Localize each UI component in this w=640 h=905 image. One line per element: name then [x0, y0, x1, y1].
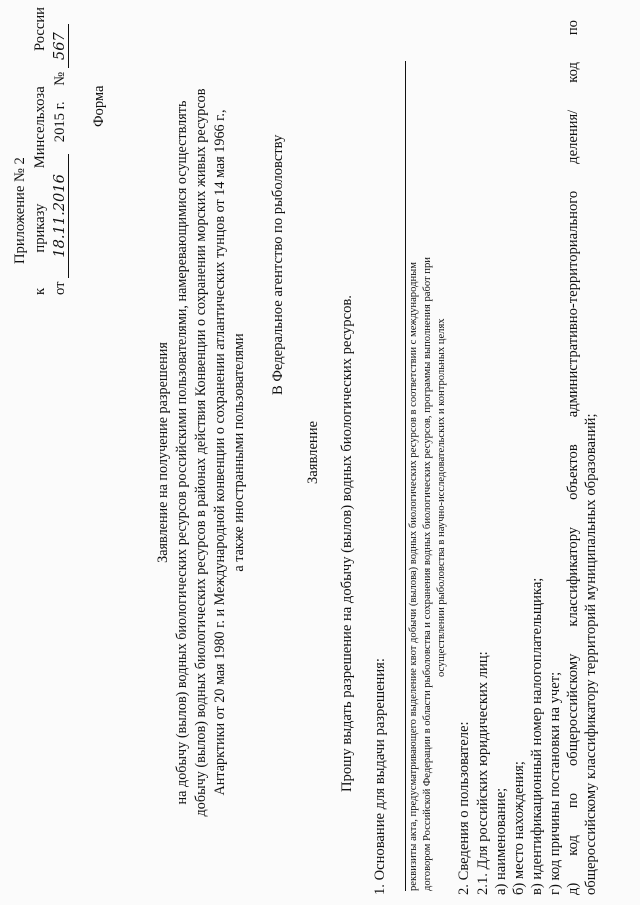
form-label: Форма: [91, 85, 107, 127]
basis-note-line: договором Российской Федерации в области рыболовства и сохранения водных биологических ресурсов, программы выполнения работ при: [422, 257, 433, 891]
item-d-word: классификатору: [565, 526, 581, 627]
basis-label: 1. Основание для выдачи разрешения:: [372, 658, 388, 895]
user-info-item: в) идентификационный номер налогоплательщика;: [529, 577, 545, 895]
basis-note-line: осуществлении рыболовства в научно-исследовательских и контрольных целях: [436, 318, 447, 677]
order-word: приказу: [32, 203, 48, 253]
order-word: России: [32, 7, 48, 52]
year-text: 2015 г.: [52, 101, 68, 143]
item-d-word: по: [565, 20, 581, 36]
item-d-word: объектов: [565, 444, 581, 500]
user-info-subheading: 2.1. Для российских юридических лиц:: [475, 651, 491, 895]
number-prefix: №: [52, 71, 68, 86]
user-info-item: б) место нахождения;: [511, 761, 527, 895]
user-info-item: г) код причины постановки на учет;: [547, 671, 563, 895]
addressee: В Федеральное агентство по рыболовству: [270, 134, 286, 395]
order-word: к: [32, 287, 48, 295]
doc-title-line: добычу (вылов) водных биологических ресурсов в районах действия Конвенции о сохранении морских живых ресурсов: [193, 88, 209, 817]
doc-title-line: Заявление на получение разрешения: [155, 342, 171, 563]
basis-note-line: реквизиты акта, предусматривающего выделение квот добычи (вылова) водных биологических ресурсов в соответствии с международным: [408, 262, 419, 891]
item-d-word: общероссийскому: [565, 653, 581, 766]
date-prefix: от: [52, 281, 68, 295]
doc-title-line: на добычу (вылов) водных биологических ресурсов российскими пользователями, намеревающимися осуществлять: [174, 100, 190, 805]
user-info-heading: 2. Сведения о пользователе:: [456, 721, 472, 895]
request-text: Прошу выдать разрешение на добычу (вылов) водных биологических ресурсов.: [339, 295, 355, 792]
item-d-word: д): [565, 882, 581, 895]
order-date-line: [53, 24, 69, 295]
order-reference-line: [33, 7, 48, 295]
number-handwritten: 567: [53, 24, 69, 68]
user-info-item: а) наименование;: [493, 787, 509, 895]
appendix-number: Приложение № 2: [12, 157, 28, 264]
basis-fill-line: [405, 61, 406, 891]
item-d-word: код: [565, 835, 581, 856]
item-d-word: деления/: [565, 109, 581, 164]
statement-heading: Заявление: [305, 420, 321, 485]
item-d-word: административно-территориального: [565, 190, 581, 418]
user-info-item-d: [566, 20, 581, 895]
item-d-word: код: [565, 62, 581, 83]
user-info-item-d-continuation: общероссийскому классификатору территорий муниципальных образований;: [583, 413, 599, 895]
item-d-word: по: [565, 792, 581, 809]
doc-title-line: а также иностранными пользователями: [231, 333, 247, 572]
order-word: Минсельхоза: [32, 86, 48, 169]
doc-title-line: Антарктики от 20 мая 1980 г. и Международной конвенции о сохранении атлантических тунцов от 14 мая 1966 г.,: [212, 109, 228, 796]
date-handwritten: 18.11.2016: [53, 154, 69, 278]
